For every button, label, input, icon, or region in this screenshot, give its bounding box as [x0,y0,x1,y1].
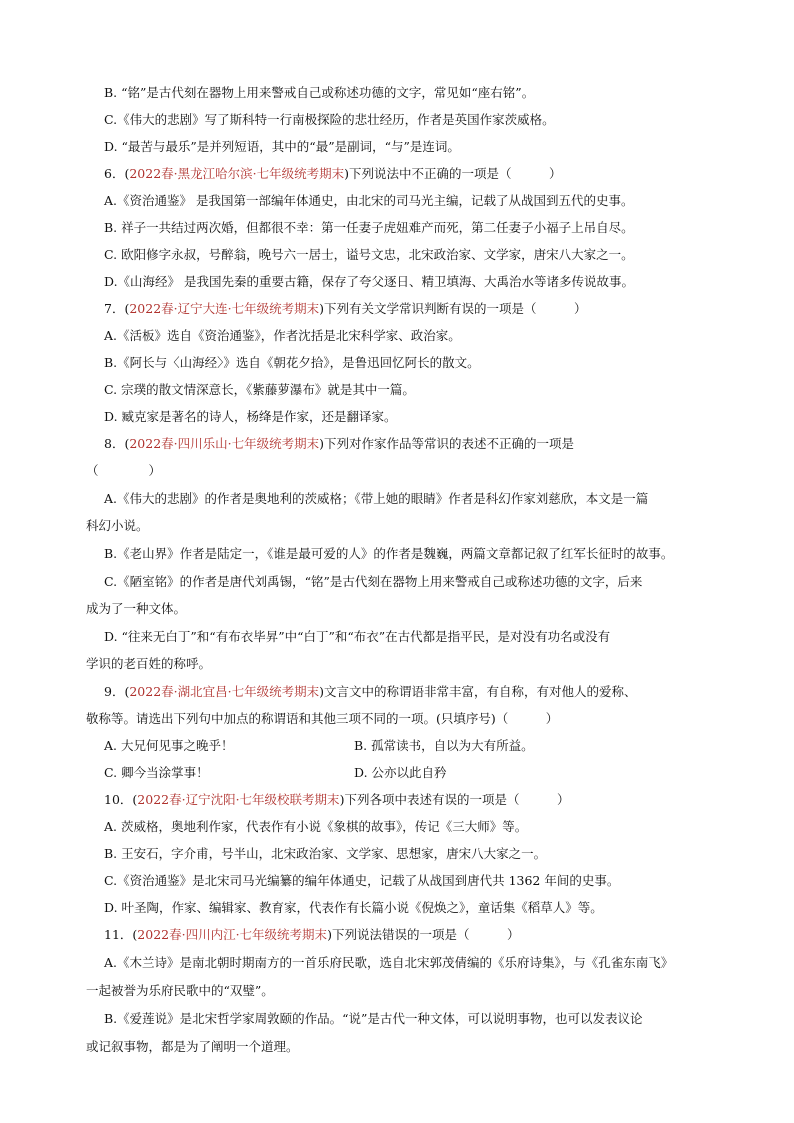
option-b-q8: B.《老山界》作者是陆定一，《谁是最可爱的人》的作者是魏巍，两篇文章都记叙了红军长征时的故事。 [104,546,674,561]
option-d-q6: D.《山海经》 是我国先秦的重要古籍，保存了夸父逐日、精卫填海、大禹治水等诸多传说故事。 [104,274,635,289]
option-c-q10: C.《资治通鉴》是北宋司马光编纂的编年体通史，记载了从战国到唐代共 1362 年间的史事。 [104,873,620,888]
option-d-q10: D. 叶圣陶，作家、编辑家、教育家，代表作有长篇小说《倪焕之》，童话集《稻草人》等。 [104,900,603,915]
option-a-q10: A. 茨威格，奥地利作家，代表作有小说《象棋的故事》，传记《三大师》等。 [104,819,528,834]
option-c-q7: C. 宗璞的散文情深意长，《紫藤萝瀑布》就是其中一篇。 [104,382,415,397]
source-tag: 2022春·黑龙江哈尔滨·七年级统考期末 [129,166,345,181]
option-a-q11: A.《木兰诗》是南北朝时期南方的一首乐府民歌，选自北宋郭茂倩编的《乐府诗集》，与《孔雀东南飞》 [104,955,674,970]
option-a-q7: A.《活板》选自《资治通鉴》，作者沈括是北宋科学家、政治家。 [104,328,461,343]
question-number: 11．( [104,927,138,942]
question-9-stem [104,683,794,701]
option-c-q5: C.《伟大的悲剧》写了斯科特一行南极探险的悲壮经历，作者是英国作家茨威格。 [104,112,555,127]
option-d-q7: D. 臧克家是著名的诗人，杨绛是作家，还是翻译家。 [104,409,397,424]
question-number: 6．( [104,166,130,181]
question-text: )下列对作家作品等常识的表述不正确的一项是 [319,436,574,451]
question-10-stem [104,791,794,809]
option-b-q6: B. 祥子一共结过两次婚，但都很不幸：第一任妻子虎妞难产而死，第二任妻子小福子上吊自尽。 [104,220,634,235]
source-tag: 2022春·辽宁大连·七年级统考期末 [129,301,320,316]
option-d-q8-cont: 学识的老百姓的称呼。 [86,656,212,671]
question-number: 10．( [104,792,138,807]
question-text: )下列各项中表述有误的一项是（ ） [339,792,570,807]
option-c-q8-cont: 成为了一种文体。 [86,601,187,616]
option-a-q6: A.《资治通鉴》 是我国第一部编年体通史，由北宋的司马光主编，记载了从战国到五代的史事。 [104,193,634,208]
source-tag: 2022春·四川乐山·七年级统考期末 [129,436,320,451]
question-text: )文言文中的称谓语非常丰富，有自称，有对他人的爱称、 [319,684,637,699]
option-a-q8: A.《伟大的悲剧》的作者是奥地利的茨威格；《带上她的眼睛》作者是科幻作家刘慈欣，本文是一篇 [104,491,649,506]
question-text: )下列说法错误的一项是（ ） [327,927,520,942]
source-tag: 2022春·辽宁沈阳·七年级校联考期末 [137,792,340,807]
option-b-q11: B.《爱莲说》是北宋哲学家周敦颐的作品。“说”是古代一种文体，可以说明事物，也可以发表议论 [104,1011,643,1026]
option-c-q6: C. 欧阳修字永叔，号醉翁，晚号六一居士，谥号文忠，北宋政治家、文学家，唐宋八大家之一。 [104,247,634,262]
option-b-q5: B. “铭”是古代刻在器物上用来警戒自己或称述功德的文字，常见如“座右铭”。 [104,85,535,100]
option-b-q9: B. 孤常读书，自以为大有所益。 [354,738,534,753]
option-b-q11-cont: 或记叙事物，都是为了阐明一个道理。 [86,1039,299,1054]
question-number: 8．( [104,436,130,451]
option-b-q7: B.《阿长与〈山海经〉》选自《朝花夕拾》，是鲁迅回忆阿长的散文。 [104,355,480,370]
question-number: 7．( [104,301,130,316]
option-b-q10: B. 王安石，字介甫，号半山，北宋政治家、文学家、思想家，唐宋八大家之一。 [104,846,547,861]
source-tag: 2022春·湖北宜昌·七年级统考期末 [129,684,320,699]
option-d-q8: D. “往来无白丁”和“有布衣毕昇”中“白丁”和“布衣”在古代都是指平民，是对没有功名或没有 [104,629,611,644]
option-c-q9: C. 卿今当涂掌事！ [104,765,209,780]
option-c-q8: C.《陋室铭》的作者是唐代刘禹锡，“铭”是古代刻在器物上用来警戒自己或称述功德的文字，后来 [104,574,643,589]
answer-blank-q8: （ ） [86,463,162,478]
option-a-q8-cont: 科幻小说。 [86,518,149,533]
question-7-stem [104,300,794,318]
question-11-stem [104,926,794,944]
option-d-q5: D. “最苦与最乐”是并列短语，其中的“最”是副词，“与”是连词。 [104,139,460,154]
option-a-q11-cont: 一起被誉为乐府民歌中的“双璧”。 [86,983,274,998]
question-text: )下列说法中不正确的一项是（ ） [344,166,562,181]
source-tag: 2022春·四川内江·七年级统考期末 [137,927,328,942]
question-9-stem-cont: 敬称等。请选出下列句中加点的称谓语和其他三项不同的一项。(只填序号)（ ） [86,711,559,726]
question-number: 9．( [104,684,130,699]
option-d-q9: D. 公亦以此自矜 [354,765,447,780]
option-a-q9: A. 大兄何见事之晚乎！ [104,738,234,753]
question-6-stem [104,165,794,183]
question-8-stem [104,435,794,453]
question-text: )下列有关文学常识判断有误的一项是（ ） [319,301,587,316]
